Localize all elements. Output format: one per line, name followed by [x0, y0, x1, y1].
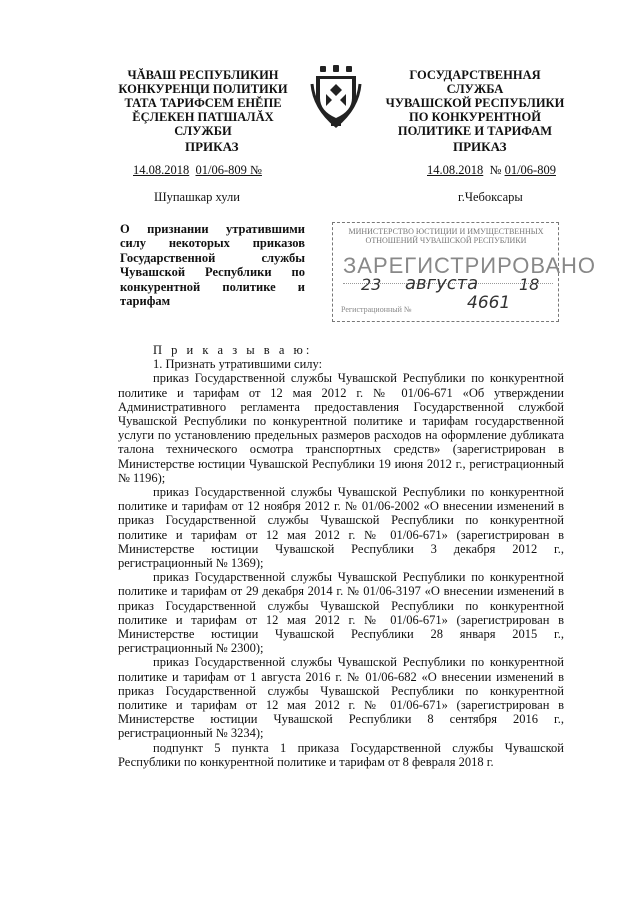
stamp-line: ОТНОШЕНИЙ ЧУВАШСКОЙ РЕСПУБЛИКИ	[365, 236, 527, 245]
stamp-line: МИНИСТЕРСТВО ЮСТИЦИИ И ИМУЩЕСТВЕННЫХ	[348, 227, 544, 236]
prikaz-title-right: ПРИКАЗ	[453, 139, 507, 154]
order-directive: П р и к а з ы в а ю:	[153, 343, 313, 357]
city-left: Шупашкар хули	[154, 190, 240, 204]
header-right-line: ПОЛИТИКЕ И ТАРИФАМ	[397, 124, 553, 138]
header-right-line: ГОСУДАРСТВЕННАЯ СЛУЖБА	[409, 68, 541, 96]
header-right-line: ПО КОНКУРЕНТНОЙ	[409, 110, 541, 124]
order-date-left	[133, 163, 262, 178]
order-paragraph: приказ Государственной службы Чувашской Республики по конкурентной политике и тарифам от 12 ноября 2012 г. № 01/06-2002 «О внесении изменений в приказ Государственной службы Чувашской Республики по конкурентной политике и тарифам от 12 мая 2012 г. № 01/06-671» (зарегистрирован в Министерстве юстиции Чувашской Республики 3 декабря 2012 г., регистрационный № 1369);	[118, 485, 564, 571]
header-left-chuvash	[103, 68, 303, 138]
header-right-russian	[382, 68, 568, 138]
stamp-ministry	[341, 227, 551, 245]
stamp-reg-label: Регистрационный №	[341, 305, 412, 314]
order-date-right	[427, 163, 556, 178]
order-item: 1. Признать утратившими силу:	[153, 357, 323, 372]
order-paragraph: приказ Государственной службы Чувашской Республики по конкурентной политике и тарифам от 1 августа 2016 г. № 01/06-682 «О внесении изменений в приказ Государственной службы Чувашской Республики по конкурентной политике и тарифам от 12 мая 2012 г. № 01/06-671» (зарегистрирован в Министерстве юстиции Чувашской Республики 8 сентября 2016 г., регистрационный № 3234);	[118, 655, 564, 741]
chuvash-coat-of-arms-icon	[310, 64, 362, 128]
registration-stamp	[332, 222, 597, 322]
prikaz-title-left: ПРИКАЗ	[185, 139, 239, 154]
date-value: 14.08.2018	[133, 163, 190, 177]
order-number: 01/06-809 №	[195, 163, 262, 177]
city-right: г.Чебоксары	[458, 190, 523, 204]
stamp-handwritten-number: 4661	[467, 293, 511, 313]
order-paragraph: подпункт 5 пункта 1 приказа Государственной службы Чувашской Республики по конкурентной политике и тарифам от 8 февраля 2018 г.	[118, 740, 564, 769]
order-subject: О признании утратившими силу некоторых приказов Государственной службы Чувашской Республики по конкурентной политике и тарифам	[120, 222, 305, 309]
header-left-line: ЧĂВАШ РЕСПУБЛИКИН	[127, 68, 279, 82]
number-sign: №	[489, 163, 502, 177]
order-paragraph: приказ Государственной службы Чувашской Республики по конкурентной политике и тарифам от 29 декабря 2014 г. № 01/06-3197 «О внесении изменений в приказ Государственной службы Чувашской Республики по конкурентной политике и тарифам от 12 мая 2012 г. № 01/06-671» (зарегистрирован в Министерстве юстиции Чувашской Республики 28 января 2015 г., регистрационный № 2300);	[118, 570, 564, 656]
header-left-line: ТАТА ТАРИФСЕМ ЕНĔПЕ	[124, 96, 282, 110]
order-body	[118, 343, 564, 769]
header-left-line: КОНКУРЕНЦИ ПОЛИТИКИ	[118, 82, 288, 96]
header-right-line: ЧУВАШСКОЙ РЕСПУБЛИКИ	[385, 96, 565, 110]
header-left-line: ĔÇЛЕКЕН ПАТШАЛĂХ СЛУЖБИ	[132, 110, 274, 138]
stamp-registered: ЗАРЕГИСТРИРОВАНО	[343, 253, 597, 278]
stamp-handwritten-day: 23	[361, 275, 382, 294]
date-value: 14.08.2018	[427, 163, 484, 177]
stamp-handwritten-month: августа	[405, 273, 479, 294]
stamp-handwritten-year: 18	[519, 275, 540, 294]
order-paragraph: приказ Государственной службы Чувашской Республики по конкурентной политике и тарифам от 12 мая 2012 г. № 01/06-671 «Об утверждении Административного регламента предоставления Государственной службой Чувашской Республики по конкурентной политике и тарифам государственной услуги по установлению предельных размеров расходов на оформление дубликата талона технического осмотра транспортных средств» (зарегистрирован в Министерстве юстиции Чувашской Республики 19 июня 2012 г., регистрационный № 1196);	[118, 371, 564, 485]
order-number: 01/06-809	[504, 163, 556, 177]
